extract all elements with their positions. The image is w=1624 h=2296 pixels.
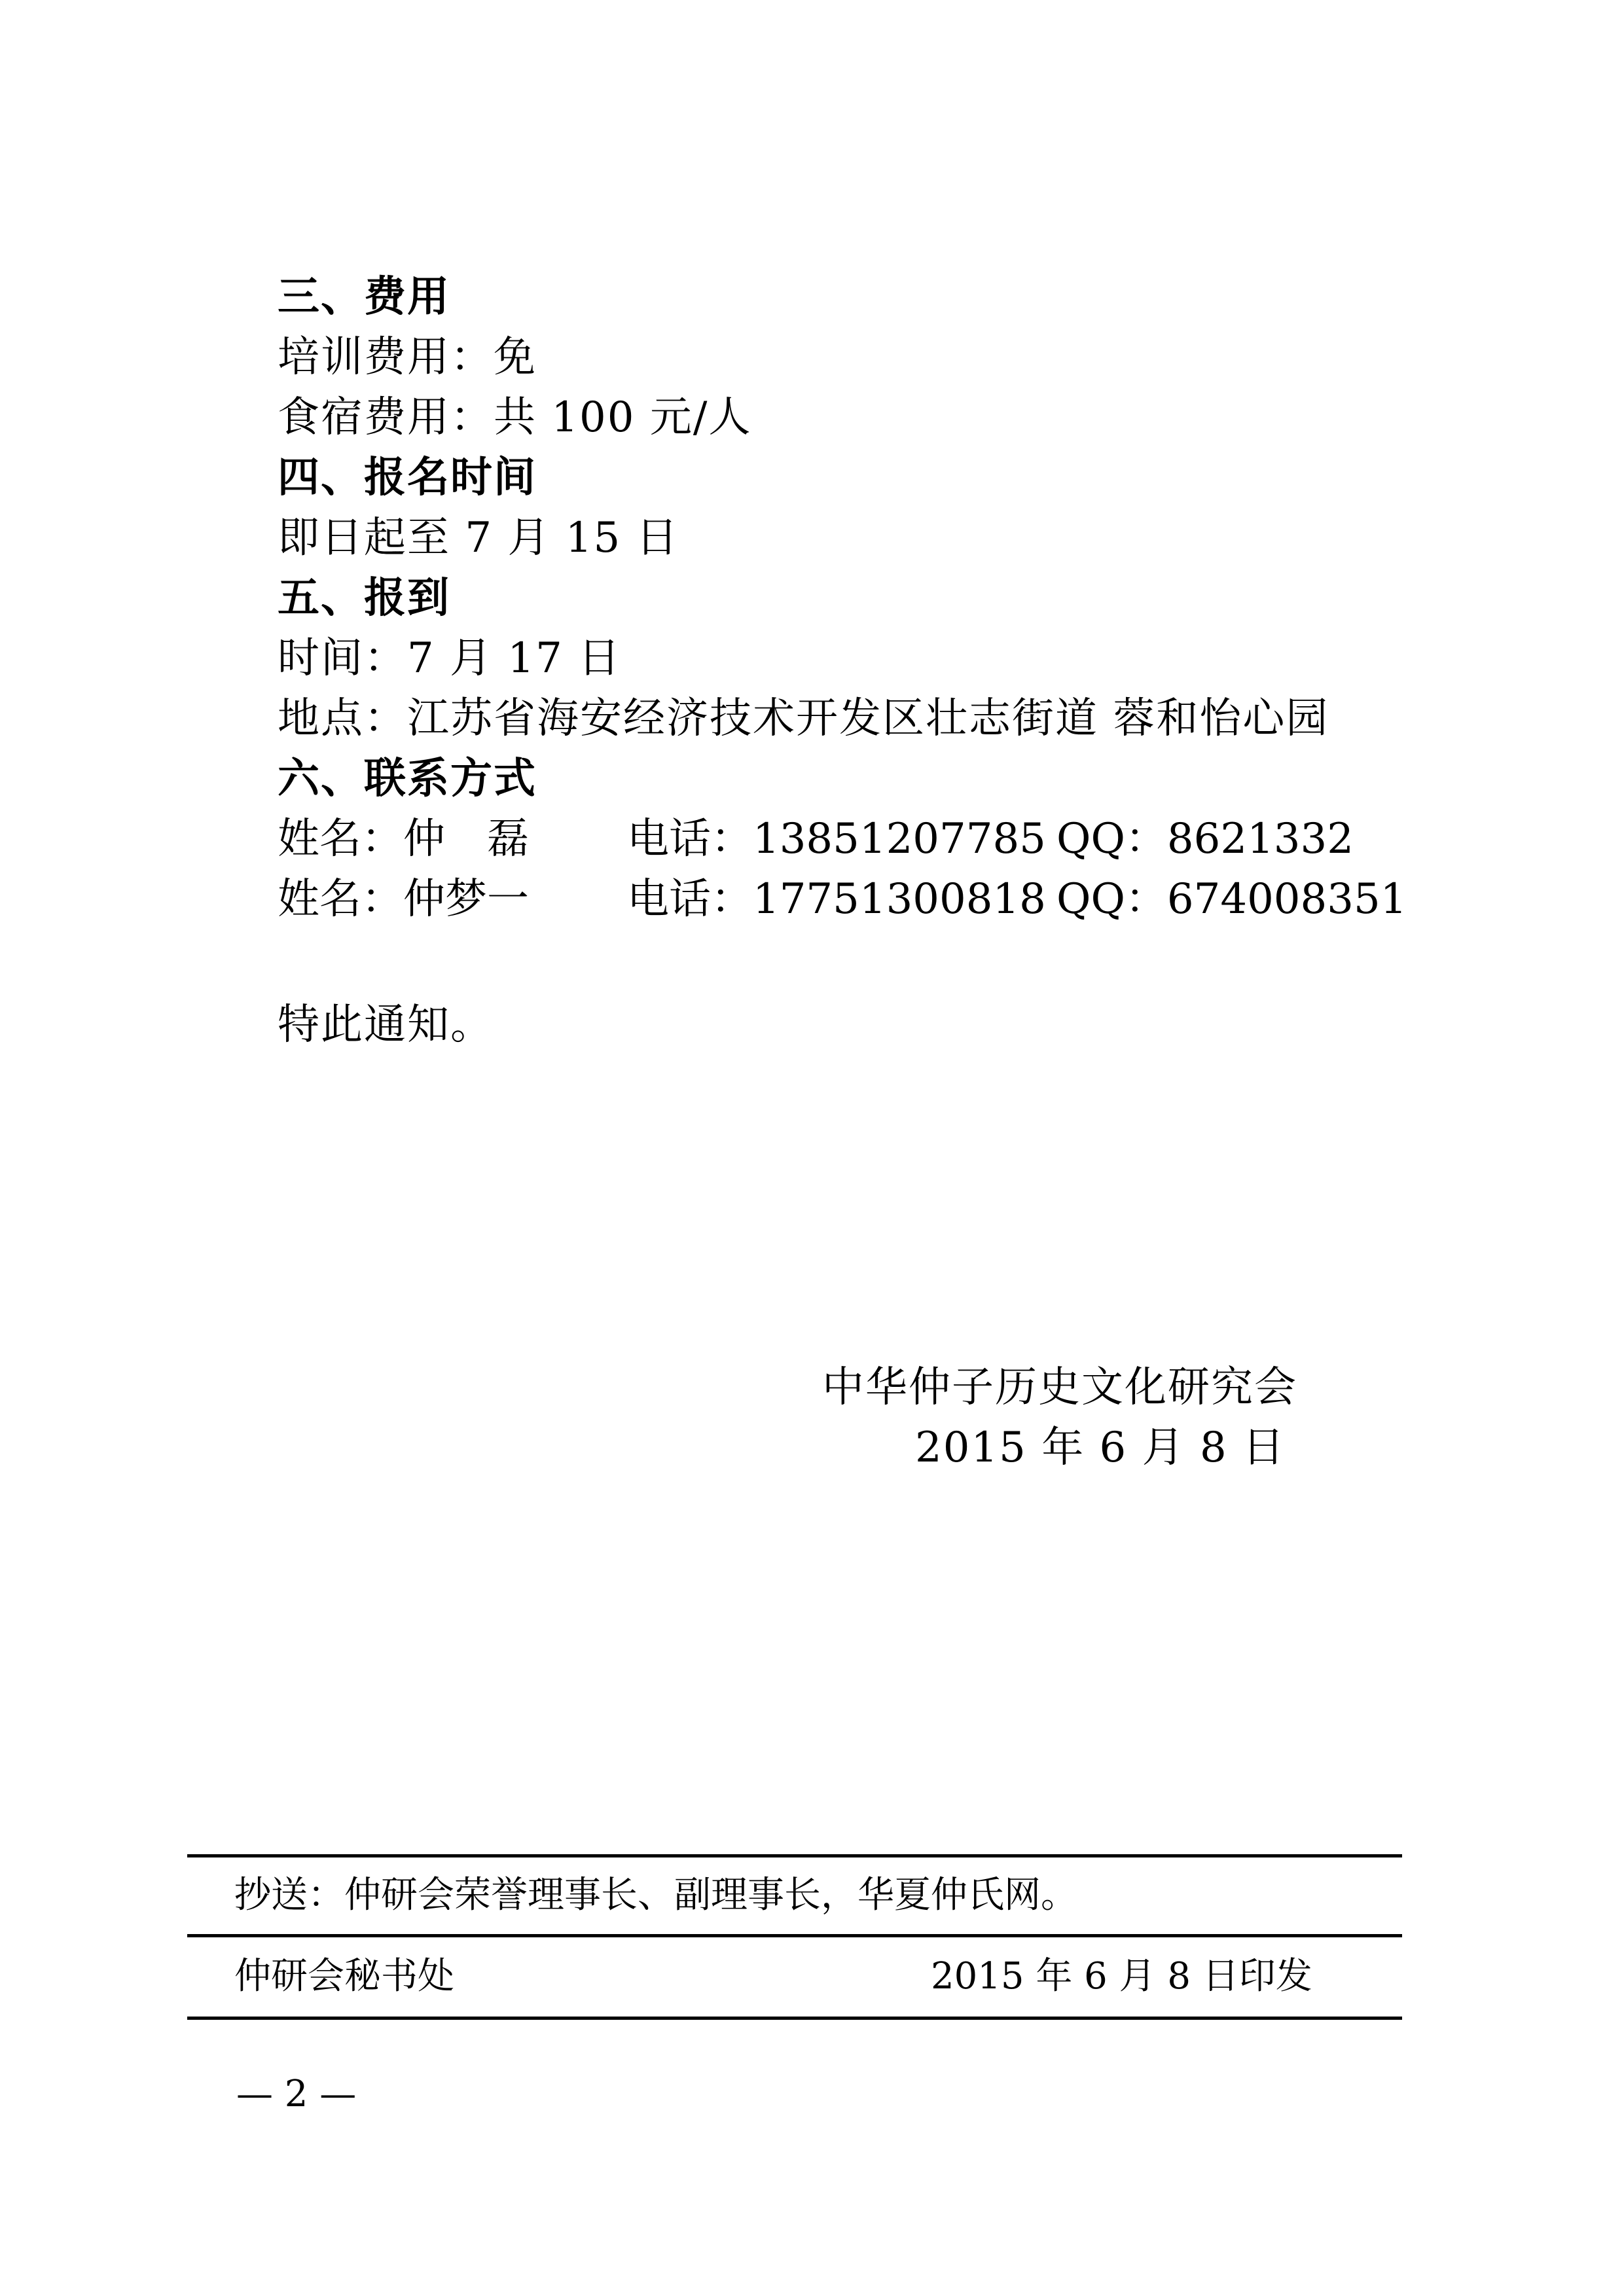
- footer-divider-bottom: [187, 2017, 1402, 2020]
- check-in-time: 时间：7 月 17 日: [278, 634, 622, 683]
- cc-list: 抄送：仲研会荣誉理事长、副理事长，华夏仲氏网。: [234, 1874, 1077, 1916]
- contact-qq: QQ：8621332: [1056, 815, 1354, 863]
- heading-contact: 六、联系方式: [278, 754, 537, 803]
- contact-name: 姓名：仲梦一: [278, 875, 529, 924]
- signature-organization: 中华仲子历史文化研究会: [822, 1363, 1297, 1412]
- contact-qq: QQ：674008351: [1056, 875, 1407, 924]
- issue-date: 2015 年 6 月 8 日印发: [931, 1955, 1312, 1998]
- signature-date: 2015 年 6 月 8 日: [915, 1424, 1286, 1472]
- board-lodging-fee: 食宿费用：共 100 元/人: [278, 393, 752, 442]
- closing-remark: 特此通知。: [278, 1001, 494, 1049]
- heading-check-in: 五、报到: [278, 573, 450, 622]
- contact-phone: 电话：13851207785: [627, 815, 1046, 863]
- contact-name: 姓名：仲 磊: [278, 815, 529, 863]
- heading-fees: 三、费用: [278, 272, 450, 321]
- registration-deadline: 即日起至 7 月 15 日: [278, 514, 679, 562]
- check-in-location: 地点：江苏省海安经济技术开发区壮志街道 蓉和怡心园: [278, 694, 1329, 743]
- contact-phone: 电话：17751300818: [627, 875, 1046, 924]
- issuing-office: 仲研会秘书处: [234, 1955, 454, 1998]
- footer-divider-middle: [187, 1934, 1402, 1937]
- heading-registration-time: 四、报名时间: [278, 453, 537, 502]
- page-number: — 2 —: [236, 2073, 357, 2115]
- training-fee: 培训费用：免: [278, 333, 537, 382]
- footer-divider-top: [187, 1854, 1402, 1857]
